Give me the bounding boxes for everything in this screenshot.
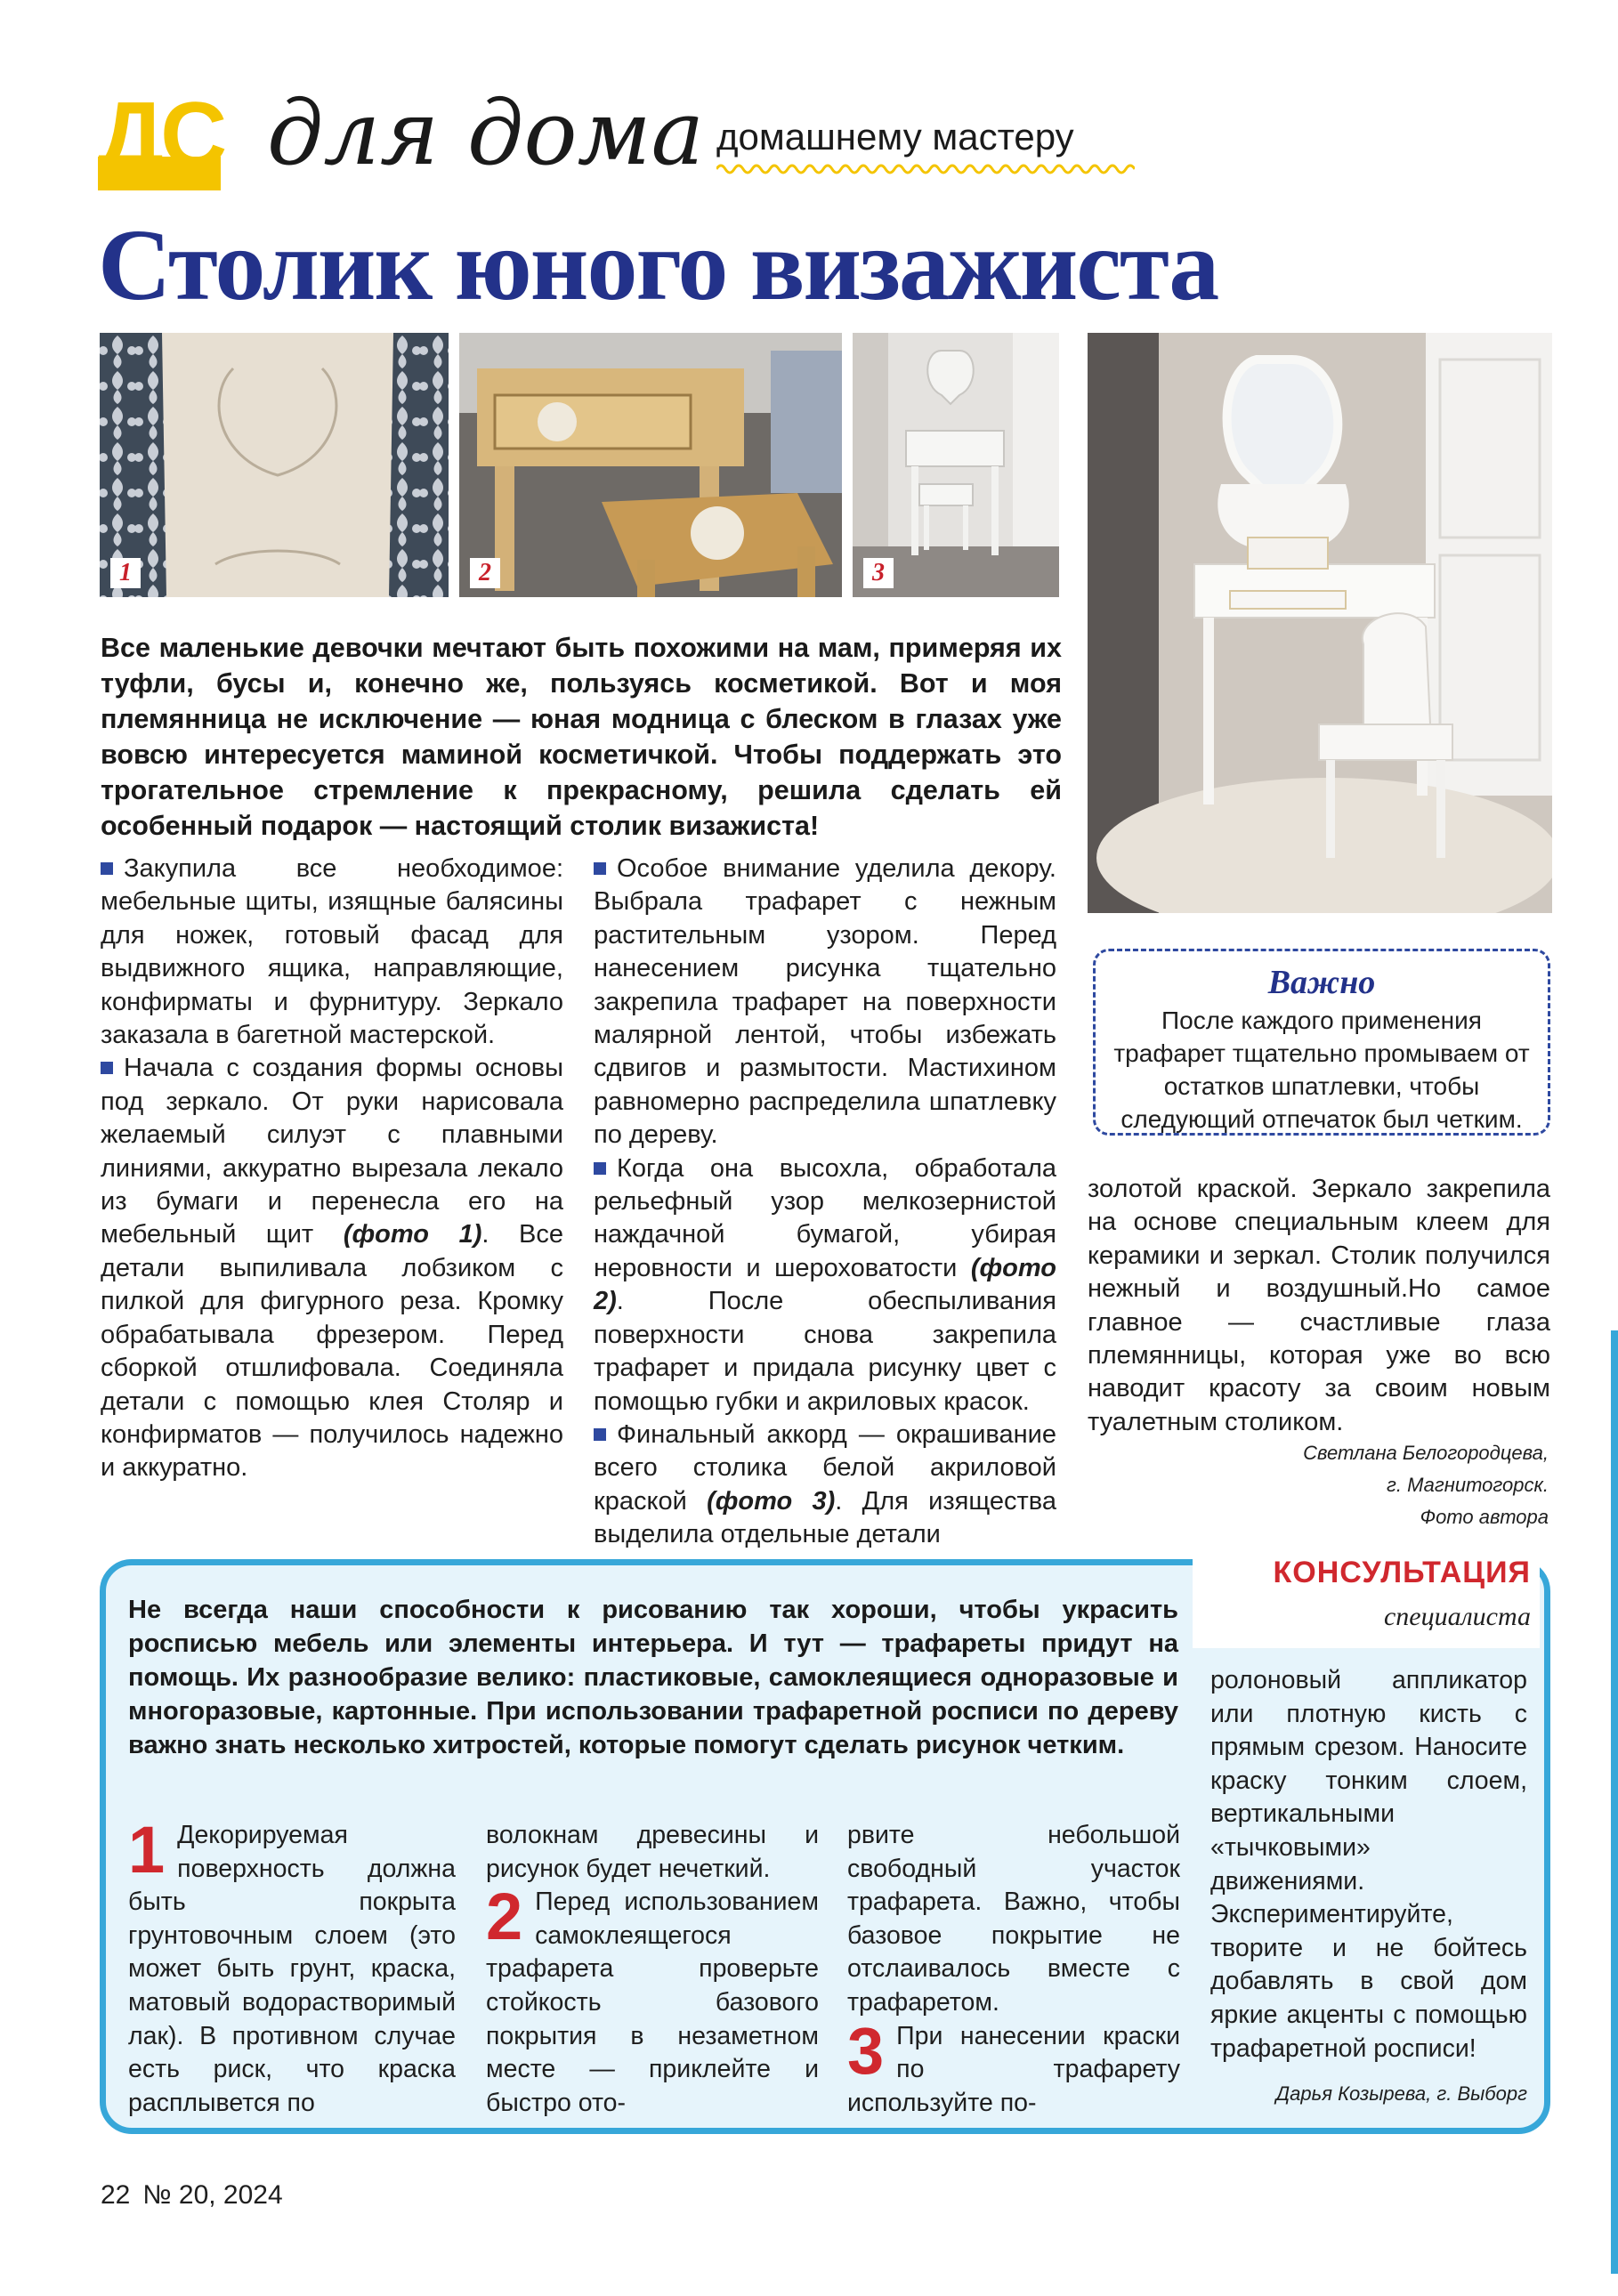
page-number: 22 <box>101 2180 131 2210</box>
bullet-icon <box>101 862 113 875</box>
tip-number: 3 <box>847 2013 885 2088</box>
paragraph: Закупила все необходимое: мебельные щиты, изящные балясины для ножек, готовый фасад для выдвижного ящика, направляющие, конфирматы и фурнитуру. Зеркало заказала в багетной мастерской. <box>101 854 563 1050</box>
photo-number: 1 <box>110 558 141 588</box>
subsection-title: домашнему мастеру <box>716 116 1074 158</box>
page-footer <box>101 2180 295 2211</box>
issue-number: № 20, 2024 <box>142 2180 283 2210</box>
paragraph: Когда она высохла, обработала рельефный узор мелкозернистой наждачной бумагой, убирая неровности и шероховатости (фото 2). После обеспыливания поверхности снова закрепила трафарет и придала рисунку цвет с помощью губки и акриловых красок. <box>594 1153 1056 1416</box>
consultation-author: Дарья Козырева, г. Выборг <box>1275 2082 1527 2105</box>
bullet-icon <box>594 1162 606 1175</box>
author-name: Светлана Белогородцева, <box>1303 1442 1549 1464</box>
consultation-column-3 <box>847 1819 1180 2120</box>
article-column-3 <box>1088 1173 1550 1439</box>
bullet-icon <box>101 1062 113 1074</box>
author-city: г. Магнитогорск. <box>1387 1474 1549 1496</box>
article-lead: Все маленькие девочки мечтают быть похожими на мам, примеряя их туфли, бусы и, конечно же, пользуясь косметикой. Вот и моя племянница не исключение — юная модница с блеском в глазах уже вовсю интересуется маминой косметичкой. Чтобы поддержать это трогательное стремление к прекрасному, решила сделать ей особенный подарок — настоящий столик визажиста! <box>101 633 1062 841</box>
photo-number: 2 <box>470 558 500 588</box>
article-headline: Столик юного визажиста <box>98 208 1218 321</box>
photo-reference: (фото 1) <box>343 1220 482 1249</box>
important-title: Важно <box>1267 964 1376 1001</box>
consultation-lead: Не всегда наши способности к рисованию так хороши, чтобы украсить росписью мебель или элементы интерьера. И тут — трафареты придут на помощь. Их разнообразие велико: пластиковые, самоклеящиеся одноразовые и многоразовые, картонные. При использовании трафаретной росписи по дереву важно знать несколько хитростей, которые помогут сделать рисунок четким. <box>128 1596 1178 1759</box>
magazine-logo <box>98 84 231 187</box>
tip: 2 Перед использованием самоклеящегося трафарета проверьте стойкость базового покрытия в незаметном месте — приклейте и быстро ото- <box>486 1880 819 2117</box>
side-tab <box>1611 1330 1618 2274</box>
consultation-column-2 <box>486 1819 819 2120</box>
important-text: После каждого применения трафарет тщательно промываем от остатков шпатлевки, чтобы следующий отпечаток был четким. <box>1113 1007 1530 1133</box>
tip-continuation: волокнам древесины и рисунок будет нечеткий. <box>486 1821 819 1883</box>
photo-finished-vanity <box>1088 333 1552 913</box>
paragraph: Финальный аккорд — окрашивание всего столика белой акриловой краской (фото 3). Для изящества выделила отдельные детали <box>594 1419 1056 1549</box>
decorative-wave <box>716 162 1135 176</box>
paragraph: золотой краской. Зеркало закрепила на основе специальным клеем для керамики и зеркал. Столик получился нежный и воздушный.Но самое главное — счастливые глаза племянницы, которая уже во всю наводит красоту за своим новым туалетным столиком. <box>1088 1175 1550 1436</box>
photo-credit: Фото автора <box>1420 1506 1549 1528</box>
consultation-title: КОНСУЛЬТАЦИЯ <box>1273 1556 1531 1589</box>
photo-stenciled-furniture <box>459 333 842 597</box>
section-title: для дома <box>267 81 705 185</box>
article-column-2 <box>594 853 1056 1552</box>
photo-reference: (фото 2) <box>594 1253 1056 1316</box>
tip: 3 При нанесении краски по трафарету используйте по- <box>847 2013 1180 2117</box>
consultation-column-1 <box>128 1813 456 2120</box>
bullet-icon <box>594 1428 606 1441</box>
tip-number: 1 <box>128 1813 166 1887</box>
paragraph: Особое внимание уделила декору. Выбрала трафарет с нежным растительным узором. Перед нанесением рисунка тщательно закрепила трафарет на поверхности малярной лентой, чтобы избежать сдвигов и размытости. Мастихином равномерно распределила шпатлевку по дереву. <box>594 854 1056 1150</box>
logo-text: ДС <box>98 84 224 187</box>
photo-template-cutout <box>100 333 449 597</box>
consultation-subtitle: специалиста <box>1383 1602 1531 1631</box>
tip-continuation: рвите небольшой свободный участок трафарета. Важно, чтобы базовое покрытие не отслаивалось вместе с трафаретом. <box>847 1821 1180 2017</box>
tip-continuation: ролоновый аппликатор или плотную кисть с прямым срезом. Наносите краску тонким слоем, вертикальными «тычковыми» движениями. Экспериментируйте, творите и не бойтесь добавлять в свой дом яркие акценты с помощью трафаретной росписи! <box>1210 1666 1527 2063</box>
photo-white-vanity <box>853 333 1059 597</box>
photo-number: 3 <box>863 558 894 588</box>
consultation-column-4 <box>1210 1664 1527 2066</box>
tip-number: 2 <box>486 1880 523 1954</box>
bullet-icon <box>594 862 606 875</box>
tip: 1 Декорируемая поверхность должна быть покрыта грунтовочным слоем (это может быть грунт, краска, матовый водорастворимый лак). В противном случае есть риск, что краска расплывется по <box>128 1813 456 2117</box>
paragraph: Начала с создания формы основы под зеркало. От руки нарисовала желаемый силуэт с плавными линиями, аккуратно вырезала лекало из бумаги и перенесла его на мебельный щит (фото 1). Все детали выпиливала лобзиком с пилкой для фигурного реза. Кромку обрабатывала фрезером. Перед сборкой отшлифовала. Соединяла детали с помощью клея Столяр и конфирматов — получилось надежно и аккуратно. <box>101 1054 563 1483</box>
article-column-1 <box>101 853 563 1485</box>
photo-reference: (фото 3) <box>707 1486 836 1516</box>
